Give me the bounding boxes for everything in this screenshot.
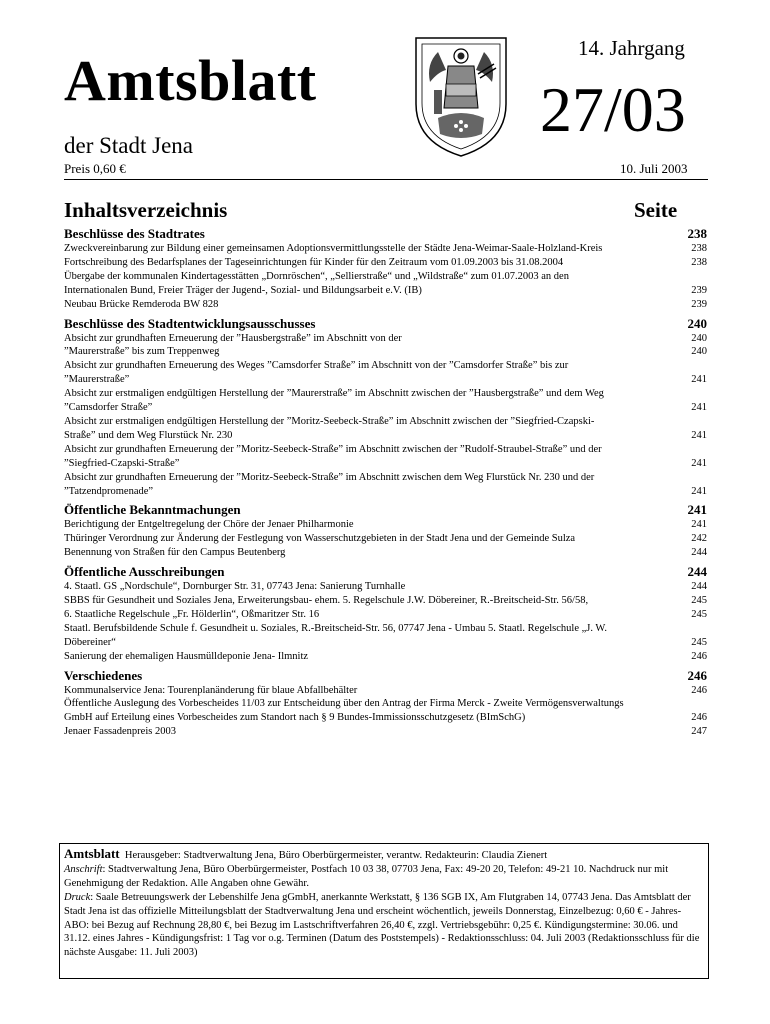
toc-item-text: Absicht zur grundhaften Erneuerung der ”Moritz-Seebeck-Straße” im Abschnitt zwischen dem Weg Flurstück Nr. 230 und der ”Tatzendpromenade” [64,471,595,497]
toc-heading: Inhaltsverzeichnis [64,198,228,222]
toc-item-page: 241 [691,374,707,386]
toc-item-text: Thüringer Verordnung zur Änderung der Festlegung von Wasserschutzgebieten in der Stadt Jena und der Gemeinde Sulza [64,533,576,545]
toc-section-title: Öffentliche Bekanntmachungen [64,502,241,518]
toc-section-page: 241 [687,502,707,518]
toc-item-text: 6. Staatliche Regelschule „Fr. Hölderlin“, Oßmaritzer Str. 16 [64,608,320,620]
toc-item-text: Öffentliche Auslegung des Vorbescheides 11/03 zur Entscheidung über den Antrag der Firma Merck - Zweite Vermögensverwaltungs GmbH auf Erteilung eines Vorbescheides zum Standort nach § 9 Bundes-Immissionsschutzgesetz (BImSchG) [64,698,624,724]
toc-item-page: 239 [691,298,707,310]
toc-item-page: 242 [691,533,707,545]
toc-item [64,697,707,725]
toc-section-page: 240 [687,315,707,331]
toc-item [64,332,707,346]
masthead-title: Amtsblatt [64,48,317,113]
toc-item-text: Absicht zur erstmaligen endgültigen Herstellung der ”Maurerstraße” im Abschnitt zwischen der ”Hausbergstraße” und dem Weg ”Camsdorfer Straße” [64,388,604,414]
toc-item [64,298,707,312]
toc-item-text: SBBS für Gesundheit und Soziales Jena, Erweiterungsbau- ehem. 5. Regelschule J.W. Döbereiner, R.-Breitscheid-Str. 56/58, [64,595,589,607]
toc-item [64,443,707,471]
toc-item-page: 240 [691,346,707,358]
toc-item-text: Fortschreibung des Bedarfsplanes der Tageseinrichtungen für Kinder für den Zeitraum vom 01.09.2003 bis 31.08.2004 [64,256,564,268]
toc-item-page: 238 [691,243,707,254]
toc-section-page: 238 [687,226,707,241]
toc-item-page: 246 [691,684,707,696]
toc-item-page: 241 [691,402,707,414]
price: Preis 0,60 € [64,161,126,176]
toc-item [64,684,707,698]
toc-item-page: 244 [691,547,707,559]
toc-item-page: 245 [691,608,707,620]
issue-number: 27/03 [540,74,686,145]
toc-section-header [64,668,707,683]
toc-item-page: 245 [691,636,707,648]
toc-item-text: Absicht zur grundhaften Erneuerung der ”Hausbergstraße” im Abschnitt von der [64,332,402,344]
toc-item [64,546,707,560]
toc-item-text: Absicht zur grundhaften Erneuerung der ”Moritz-Seebeck-Straße” im Abschnitt zwischen der ”Rudolf-Straubel-Straße” und der ”Siegfried-Czapski-Straße” [64,443,602,469]
toc-item-page: 239 [691,284,707,296]
toc-item-text: Neubau Brücke Remderoda BW 828 [64,298,219,310]
toc-section [64,316,707,499]
imprint-print-label: Druck [64,891,91,903]
toc-item-page: 246 [691,712,707,724]
toc-item-page: 245 [691,595,707,607]
toc-section-header [64,316,707,331]
imprint-title: Amtsblatt [64,846,120,861]
toc-item-page: 246 [691,650,707,662]
toc-section [64,668,707,740]
toc-section [64,502,707,560]
toc-item-text: Berichtigung der Entgeltregelung der Chöre der Jenaer Philharmonie [64,519,354,531]
toc-item-text: Übergabe der kommunalen Kindertagesstätten „Dornröschen“, „Sellierstraße“ und „Wildstraße“ zum 01.07.2003 an den Internationalen Bund, Freier Träger der Jugend-, Sozial- und Bildungsarbeit e.V. (IB) [64,270,569,296]
toc-item-text: Kommunalservice Jena: Tourenplanänderung für blaue Abfallbehälter [64,684,358,696]
imprint-publisher: Herausgeber: Stadtverwaltung Jena, Büro Oberbürgermeister, verantw. Redakteurin: Claudia Zienert [124,850,548,861]
toc-item [64,242,707,256]
toc-item [64,415,707,443]
toc-item-text: Staatl. Berufsbildende Schule f. Gesundheit u. Soziales, R.-Breitscheid-Str. 56, 07747 Jena - Umbau 5. Staatl. Regelschule „J. W. Döbereiner“ [64,622,607,648]
header-rule [64,179,708,180]
issue-date: 10. Juli 2003 [620,161,688,176]
toc-item-text: ”Maurerstraße” bis zum Treppenweg [64,346,220,358]
toc-item [64,725,707,739]
imprint-address-label: Anschrift [64,863,103,875]
toc-section-title: Beschlüsse des Stadtrates [64,226,205,241]
toc-item [64,608,707,622]
toc-item [64,622,707,650]
toc-item-text: 4. Staatl. GS „Nordschule“, Dornburger Str. 31, 07743 Jena: Sanierung Turnhalle [64,581,406,593]
toc-item [64,345,707,359]
masthead-subtitle: der Stadt Jena [64,133,194,158]
toc-item [64,359,707,387]
toc-item-page: 240 [691,332,707,344]
toc-item-page: 238 [691,256,707,268]
toc-section [64,226,707,312]
toc-item [64,256,707,270]
toc-section-header [64,564,707,579]
toc-item-page: 241 [691,485,707,497]
toc-item-page: 241 [691,519,707,531]
toc-item-text: Jenaer Fassadenpreis 2003 [64,726,176,738]
volume: 14. Jahrgang [578,36,685,60]
imprint-box [59,843,709,979]
toc-item-text: Absicht zur erstmaligen endgültigen Herstellung der ”Moritz-Seebeck-Straße” im Abschnitt zwischen der ”Siegfried-Czapski-Straße” und dem Weg Flurstück Nr. 230 [64,415,595,441]
toc-item-text: Zweckvereinbarung zur Bildung einer gemeinsamen Adoptionsvermittlungsstelle der Städte Jena-Weimar-Saale-Holzland-Kreis [64,243,603,254]
toc-item [64,518,707,532]
toc-section-title: Verschiedenes [64,667,143,683]
toc-item-page: 241 [691,429,707,441]
toc-item [64,650,707,664]
toc-item [64,471,707,499]
toc-section-title: Öffentliche Ausschreibungen [64,564,225,580]
toc-section-header [64,226,707,241]
table-of-contents [64,226,707,743]
toc-section-page: 246 [687,667,707,683]
toc-item-page: 241 [691,457,707,469]
toc-section-title: Beschlüsse des Stadtentwicklungsausschusses [64,315,316,331]
toc-item [64,594,707,608]
toc-item-text: Sanierung der ehemaligen Hausmülldeponie Jena- Ilmnitz [64,650,309,662]
toc-page-heading: Seite [634,198,678,222]
toc-item [64,532,707,546]
imprint-address: : Stadtverwaltung Jena, Büro Oberbürgermeister, Postfach 10 03 38, 07703 Jena, Fax: 49-20 20, Telefon: 49-21 10. Nachdruck nur mit Genehmigung der Redaktion. Alle Angaben ohne Gewähr. [64,863,669,889]
toc-section-page: 244 [687,564,707,580]
toc-section [64,564,707,663]
imprint-print: : Saale Betreuungswerk der Lebenshilfe Jena gGmbH, anerkannte Werkstatt, § 136 SGB IX, Am Flutgraben 14, 07743 Jena. Das Amtsblatt der Stadt Jena ist das offizielle Mitteilungsblatt der Stadtverwaltung Jena und erscheint wöchentlich, jeweils Donnerstag, Einzelbezug: 0,60 € - Jahres-ABO: bei Bezug auf Rechnung 28,80 €, bei Bezug im Lastschriftverfahren 26,40 €, zzgl. Vertriebsgebühr: 0,25 €. Kündigungstermine: 30.06. und 31.12. eines Jahres - Kündigungsfrist: 1 Tag vor o.g. Terminen (Datum des Poststempels) - Redaktionsschluss: 04. Juli 2003 (Redaktionsschluss für die nächste Ausgabe: 11. Juli 2003) [64,891,700,959]
toc-item-page: 247 [691,726,707,738]
toc-item [64,270,707,298]
city-coat-of-arms-icon [408,34,514,160]
toc-item-text: Absicht zur grundhaften Erneuerung des Weges ”Camsdorfer Straße” im Abschnitt von der ”Camsdorfer Straße” bis zur ”Maurerstraße” [64,360,569,386]
toc-section-header [64,502,707,517]
toc-item [64,387,707,415]
toc-item [64,580,707,594]
toc-item-page: 244 [691,581,707,593]
toc-item-text: Benennung von Straßen für den Campus Beutenberg [64,547,286,559]
